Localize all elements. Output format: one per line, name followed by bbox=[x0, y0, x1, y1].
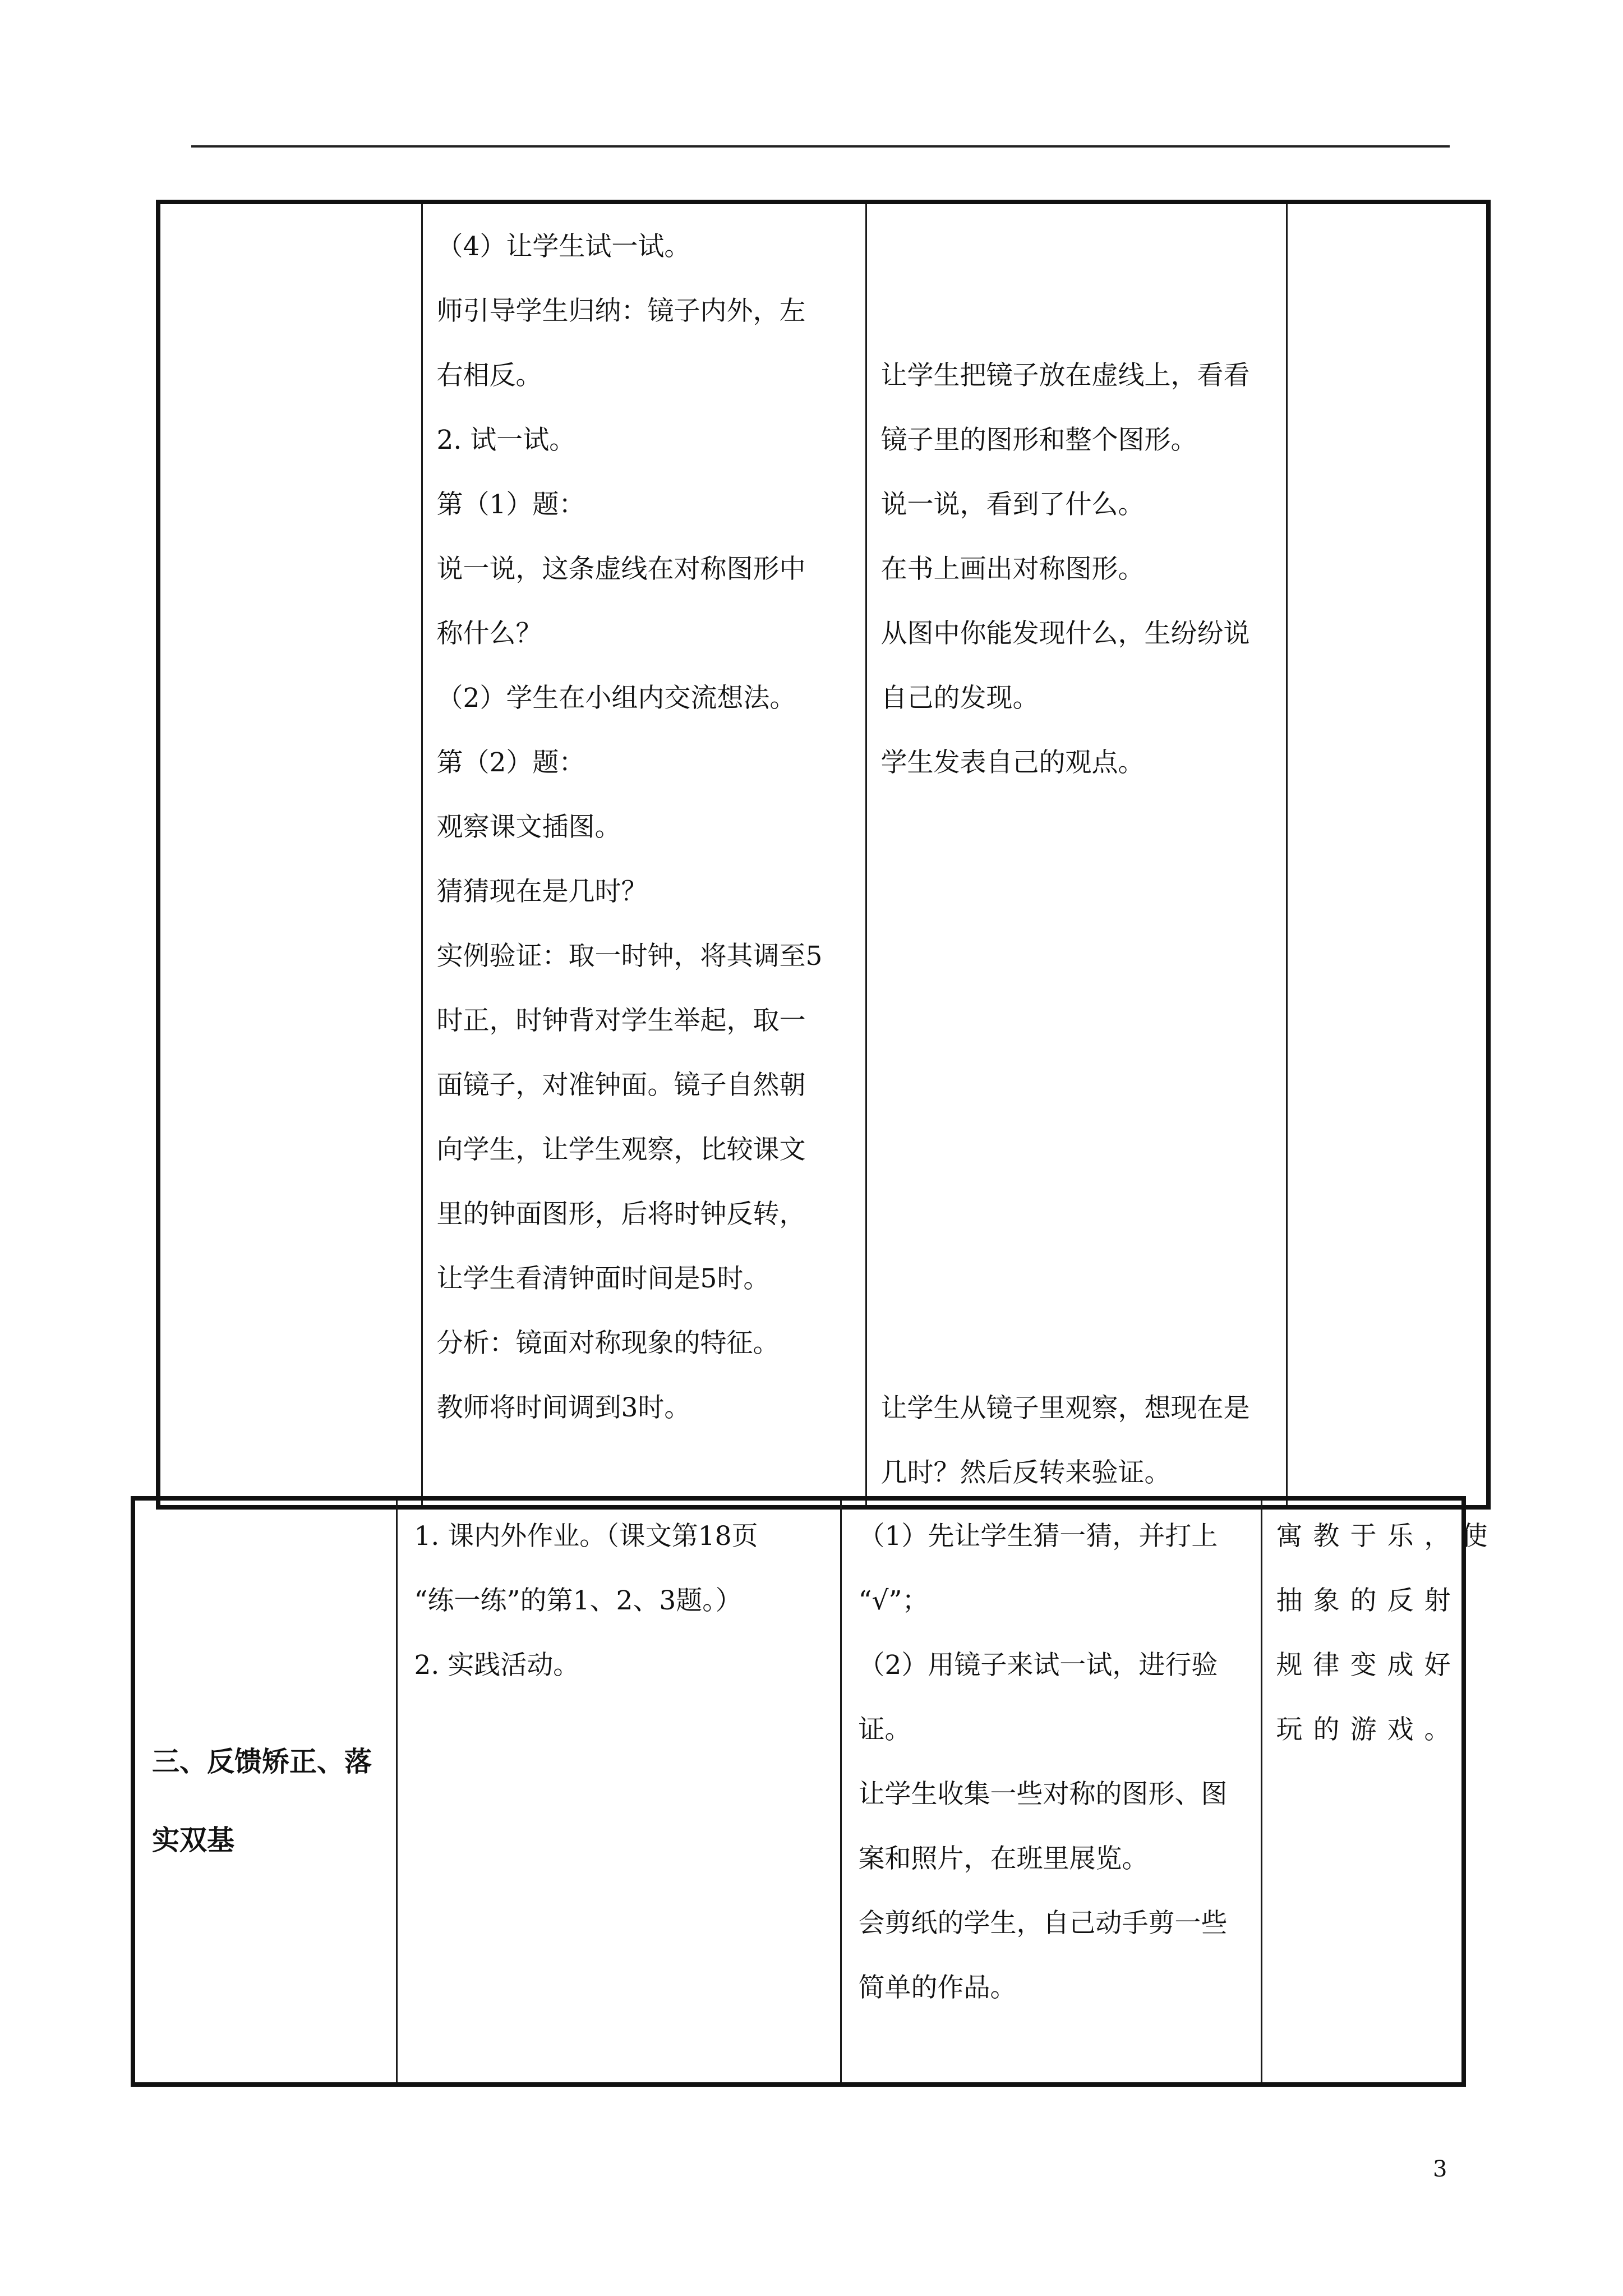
method-line: 第（2）题： bbox=[436, 747, 585, 778]
method-line: “练一练”的第1、2、3题。） bbox=[414, 1585, 742, 1616]
method-line: 称什么？ bbox=[436, 618, 542, 649]
stage-title bbox=[135, 1501, 396, 1880]
method-line: 分析：镜面对称现象的特征。 bbox=[436, 1328, 780, 1359]
method-line: 2. 试一试。 bbox=[436, 425, 576, 455]
activity-line: 说一说，看到了什么。 bbox=[880, 489, 1145, 520]
method-line: 观察课文插图。 bbox=[436, 812, 621, 843]
activity-line: 自己的发现。 bbox=[880, 683, 1039, 714]
method-line: 让学生看清钟面时间是5时。 bbox=[436, 1263, 770, 1294]
method-line: 说一说，这条虚线在对称图形中 bbox=[436, 554, 806, 585]
method-line: 里的钟面图形，后将时钟反转， bbox=[436, 1199, 806, 1230]
intent-line: 抽象的反射 bbox=[1276, 1585, 1461, 1616]
header-rule bbox=[191, 145, 1450, 148]
page-number: 3 bbox=[1433, 2156, 1447, 2182]
activity-line: 让学生收集一些对称的图形、图 bbox=[858, 1779, 1228, 1810]
student-activities-cell bbox=[866, 202, 1287, 1507]
method-line: 猜猜现在是几时？ bbox=[436, 876, 648, 907]
method-line: 1. 课内外作业。（课文第18页 bbox=[414, 1521, 758, 1552]
activity-line: 让学生从镜子里观察，想现在是 bbox=[880, 1393, 1250, 1424]
lesson-table-feedback bbox=[131, 1496, 1498, 2087]
method-line: （4）让学生试一试。 bbox=[436, 231, 691, 262]
method-line: （2）学生在小组内交流想法。 bbox=[436, 683, 796, 714]
lesson-table-continued bbox=[156, 200, 1491, 1510]
method-line: 实例验证：取一时钟，将其调至5 bbox=[436, 941, 823, 972]
method-line: 第（1）题： bbox=[436, 489, 585, 520]
design-intent-cell bbox=[1261, 1498, 1498, 2085]
method-line: 右相反。 bbox=[436, 360, 542, 391]
activity-line: 会剪纸的学生，自己动手剪一些 bbox=[858, 1908, 1228, 1939]
activity-line: 在书上画出对称图形。 bbox=[880, 554, 1145, 585]
method-line: 师引导学生归纳：镜子内外，左 bbox=[436, 296, 806, 326]
activity-line: “√”； bbox=[858, 1585, 929, 1616]
activity-line: 让学生把镜子放在虚线上，看看 bbox=[880, 360, 1250, 391]
activity-line: 简单的作品。 bbox=[858, 1972, 1017, 2003]
stage-title-line: 实双基 bbox=[152, 1824, 235, 1856]
activity-line: 从图中你能发现什么，生纷纷说 bbox=[880, 618, 1250, 649]
activity-line: 镜子里的图形和整个图形。 bbox=[880, 425, 1197, 455]
intent-line: 玩的游戏。 bbox=[1276, 1714, 1461, 1745]
method-line: 时正，时钟背对学生举起，取一 bbox=[436, 1005, 806, 1036]
stage-cell-empty bbox=[158, 202, 422, 1507]
teaching-methods-cell bbox=[396, 1498, 841, 2085]
activity-line: 案和照片，在班里展览。 bbox=[858, 1843, 1149, 1874]
intent-line: 规律变成好 bbox=[1276, 1650, 1461, 1681]
activity-line: 证。 bbox=[858, 1714, 911, 1745]
method-line: 向学生，让学生观察，比较课文 bbox=[436, 1134, 806, 1165]
activity-line: 学生发表自己的观点。 bbox=[880, 747, 1145, 778]
activity-line: 几时？然后反转来验证。 bbox=[880, 1457, 1171, 1488]
activity-line: （2）用镜子来试一试，进行验 bbox=[858, 1650, 1218, 1681]
method-line: 2. 实践活动。 bbox=[414, 1650, 580, 1681]
method-line: 面镜子，对准钟面。镜子自然朝 bbox=[436, 1070, 806, 1101]
teaching-methods-cell bbox=[422, 202, 866, 1507]
stage-title-line: 三、反馈矫正、落 bbox=[152, 1746, 372, 1778]
stage-cell bbox=[133, 1498, 396, 2085]
method-line: 教师将时间调到3时。 bbox=[436, 1392, 691, 1423]
intent-line: 寓教于乐，使 bbox=[1276, 1521, 1498, 1552]
activity-line: （1）先让学生猜一猜，并打上 bbox=[858, 1521, 1218, 1552]
design-intent-cell-empty bbox=[1287, 202, 1488, 1507]
student-activities-cell bbox=[841, 1498, 1261, 2085]
